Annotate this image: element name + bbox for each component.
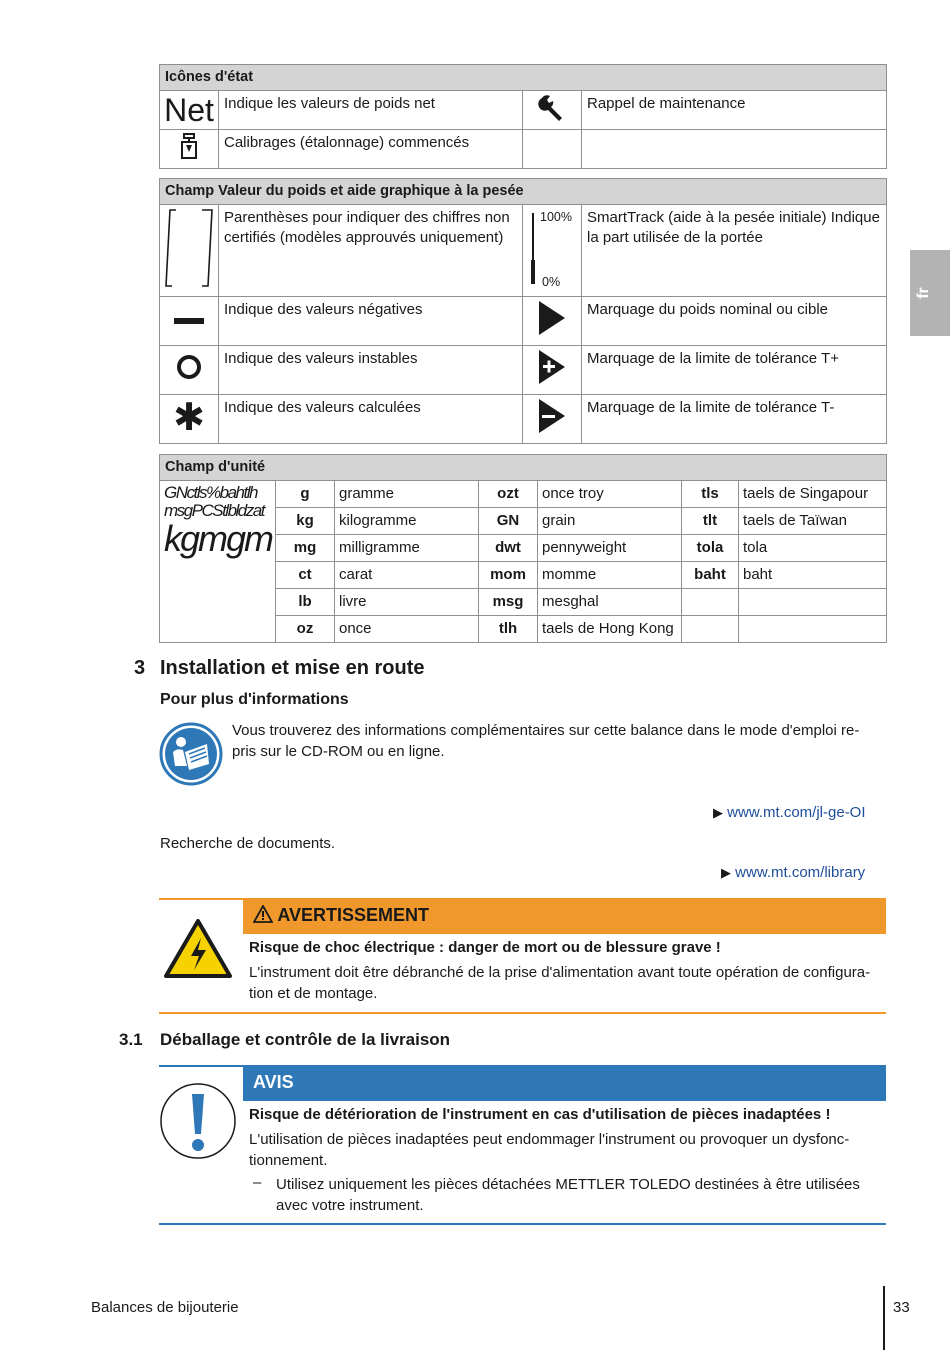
footer-title: Balances de bijouterie xyxy=(91,1299,239,1316)
unit-name: momme xyxy=(538,562,682,589)
unit-field-table xyxy=(159,454,887,643)
section-3-number: 3 xyxy=(134,657,146,679)
tolerance-plus-description: Marquage de la limite de tolérance T+ xyxy=(582,346,887,395)
segment-line-2: msgPCStlbldzat xyxy=(164,501,264,520)
electric-shock-icon xyxy=(163,918,233,984)
warning-text: L'instrument doit être débranché de la prise d'alimentation avant toute opération de configura-tion et de montage. xyxy=(249,964,871,1002)
unit-code: ct xyxy=(276,562,335,589)
calculated-description: Indique des valeurs calculées xyxy=(219,395,523,444)
unit-name: milligramme xyxy=(335,535,479,562)
unit-name: pennyweight xyxy=(538,535,682,562)
brackets-description: Parenthèses pour indiquer des chiffres non certifiés (modèles approuvés uniquement) xyxy=(219,205,523,297)
status-icons-table xyxy=(159,64,887,169)
unit-name: taels de Hong Kong xyxy=(538,616,682,643)
notice-bullet-dash: – xyxy=(253,1174,262,1191)
tolerance-plus-icon xyxy=(523,346,582,395)
empty-cell xyxy=(582,130,887,169)
link-1[interactable] xyxy=(713,804,866,821)
notice-bottom-rule xyxy=(159,1223,886,1225)
unit-name: taels de Singapour xyxy=(739,481,887,508)
unit-code: mg xyxy=(276,535,335,562)
maintenance-description: Rappel de maintenance xyxy=(582,91,887,130)
unit-name: once xyxy=(335,616,479,643)
unit-name: tola xyxy=(739,535,887,562)
smarttrack-icon xyxy=(523,205,582,297)
unit-code: tola xyxy=(682,535,739,562)
unit-name: mesghal xyxy=(538,589,682,616)
unit-code: tlh xyxy=(479,616,538,643)
footer-divider xyxy=(883,1286,885,1350)
unit-name: grain xyxy=(538,508,682,535)
unit-name: livre xyxy=(335,589,479,616)
calibration-description: Calibrages (étalonnage) commencés xyxy=(219,130,523,169)
negative-description: Indique des valeurs négatives xyxy=(219,297,523,346)
net-icon xyxy=(160,91,219,130)
language-tab-label: fr xyxy=(914,287,932,299)
arrow-right-icon: ▶ xyxy=(721,865,731,880)
notice-title: Risque de détérioration de l'instrument en cas d'utilisation de pièces inadaptées ! xyxy=(249,1106,831,1123)
page-number: 33 xyxy=(893,1299,910,1316)
section-3-1-number: 3.1 xyxy=(119,1030,143,1049)
unit-name xyxy=(739,616,887,643)
unit-name xyxy=(739,589,887,616)
wrench-icon xyxy=(523,91,582,130)
unit-code: lb xyxy=(276,589,335,616)
brackets-icon xyxy=(160,205,219,297)
unit-code: baht xyxy=(682,562,739,589)
search-text: Recherche de documents. xyxy=(160,835,336,852)
unit-name: carat xyxy=(335,562,479,589)
info-text: Vous trouverez des informations complémentaires sur cette balance dans le mode d'emploi re-pris sur le CD-ROM ou en ligne. xyxy=(232,722,860,760)
section-3-1-title: Déballage et contrôle de la livraison xyxy=(160,1030,451,1049)
net-description: Indique les valeurs de poids net xyxy=(219,91,523,130)
notice-label: AVIS xyxy=(253,1072,294,1092)
unit-code: msg xyxy=(479,589,538,616)
warning-header xyxy=(243,898,886,934)
section-3-title: Installation et mise en route xyxy=(160,657,425,679)
section-3-subtitle: Pour plus d'informations xyxy=(160,691,349,708)
asterisk-icon: ✱ xyxy=(160,395,219,444)
target-triangle-icon xyxy=(523,297,582,346)
segment-line-1: GNctls%bahtlh xyxy=(164,483,257,502)
unit-code: mom xyxy=(479,562,538,589)
unit-name: once troy xyxy=(538,481,682,508)
bar-bottom-label: 0% xyxy=(542,275,561,289)
smarttrack-description: SmartTrack (aide à la pesée initiale) Indique la part utilisée de la portée xyxy=(582,205,887,297)
unit-name: baht xyxy=(739,562,887,589)
unit-code: GN xyxy=(479,508,538,535)
tolerance-minus-icon xyxy=(523,395,582,444)
unit-code xyxy=(682,589,739,616)
target-description: Marquage du poids nominal ou cible xyxy=(582,297,887,346)
unit-code: oz xyxy=(276,616,335,643)
minus-icon xyxy=(160,297,219,346)
unit-name: kilogramme xyxy=(335,508,479,535)
calibration-weight-icon xyxy=(160,130,219,169)
tolerance-minus-description: Marquage de la limite de tolérance T- xyxy=(582,395,887,444)
link-2-text[interactable]: www.mt.com/library xyxy=(735,864,866,881)
unit-name: gramme xyxy=(335,481,479,508)
notice-bullet: Utilisez uniquement les pièces détachées METTLER TOLEDO destinées à être utilisées avec votre instrument. xyxy=(276,1176,860,1214)
exclamation-icon xyxy=(159,1082,237,1164)
net-symbol: Net xyxy=(164,92,214,128)
bar-top-label: 100% xyxy=(540,210,572,224)
unit-table-header: Champ d'unité xyxy=(160,455,887,481)
notice-header xyxy=(243,1065,886,1101)
warning-small-icon xyxy=(253,905,273,928)
unit-code: tlt xyxy=(682,508,739,535)
unit-name: taels de Taïwan xyxy=(739,508,887,535)
weight-table-header: Champ Valeur du poids et aide graphique à la pesée xyxy=(160,179,887,205)
notice-text: L'utilisation de pièces inadaptées peut endommager l'instrument ou provoquer un dysfonc-tionnement. xyxy=(249,1131,850,1169)
unstable-circle-icon xyxy=(160,346,219,395)
unit-code: ozt xyxy=(479,481,538,508)
language-tab[interactable] xyxy=(910,250,950,336)
link-1-text[interactable]: www.mt.com/jl-ge-OI xyxy=(727,804,866,821)
unit-code xyxy=(682,616,739,643)
warning-title: Risque de choc électrique : danger de mort ou de blessure grave ! xyxy=(249,939,721,956)
manual-book-icon xyxy=(159,722,223,790)
warning-label: AVERTISSEMENT xyxy=(277,905,430,925)
unit-code: dwt xyxy=(479,535,538,562)
status-table-header: Icônes d'état xyxy=(160,65,887,91)
segment-line-3: kgmgm xyxy=(164,518,273,559)
link-2[interactable] xyxy=(721,864,865,881)
unit-segment-display xyxy=(160,481,276,643)
arrow-right-icon: ▶ xyxy=(713,805,723,820)
empty-cell xyxy=(523,130,582,169)
smarttrack-fill xyxy=(531,260,535,284)
unit-code: g xyxy=(276,481,335,508)
unit-code: kg xyxy=(276,508,335,535)
unstable-description: Indique des valeurs instables xyxy=(219,346,523,395)
weight-field-table xyxy=(159,178,887,444)
warning-bottom-rule xyxy=(159,1012,886,1014)
unit-code: tls xyxy=(682,481,739,508)
